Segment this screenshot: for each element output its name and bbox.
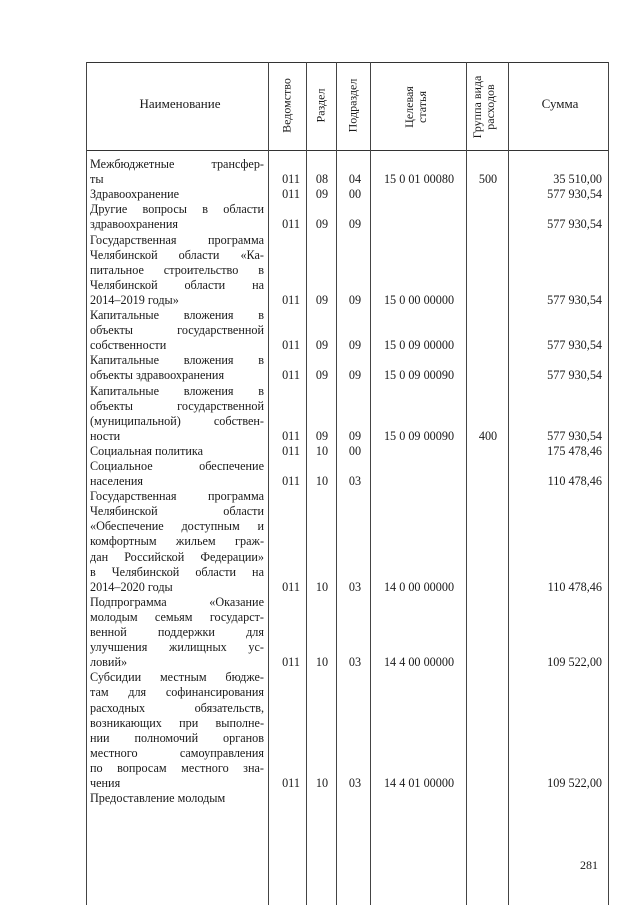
row-name-line: Капитальные вложения в	[90, 383, 264, 398]
row-name	[90, 670, 264, 791]
row-name-line: в Челябинской области на	[90, 564, 264, 579]
row-name	[90, 791, 264, 806]
row-name-line: Предоставление молодым	[90, 791, 226, 806]
row-name-line: по вопросам местного зна-	[90, 760, 264, 775]
row-celevaya: 15 0 09 00090	[383, 368, 455, 383]
row-summa: 577 930,54	[547, 428, 602, 443]
row-name	[90, 489, 264, 595]
row-podrazdel: 03	[348, 579, 362, 594]
row-ved: 011	[282, 217, 300, 232]
row-name	[90, 384, 264, 444]
row-razdel: 10	[315, 776, 329, 791]
row-name-line: объекты государственной	[90, 323, 264, 338]
row-name-line: Челябинской области	[90, 504, 264, 519]
row-podrazdel: 03	[348, 776, 362, 791]
row-name-line: здравоохранения	[90, 217, 179, 232]
gruppa-line-1: Группа вида	[470, 75, 484, 139]
row-name	[90, 595, 264, 670]
row-name-line: населения	[90, 474, 144, 489]
row-summa: 577 930,54	[547, 217, 602, 232]
row-name-line: Социальная политика	[90, 443, 204, 458]
row-summa: 110 478,46	[547, 474, 602, 489]
row-razdel: 09	[315, 187, 329, 202]
table-top-border	[86, 62, 608, 63]
row-ved: 011	[282, 776, 300, 791]
gruppa-line-2: расходов	[483, 84, 497, 130]
row-name-line: молодым семьям государст-	[90, 609, 264, 624]
row-name-line: Социальное обеспечение	[90, 459, 264, 473]
row-ved: 011	[282, 172, 300, 187]
row-razdel: 10	[315, 655, 329, 670]
row-name-line: Межбюджетные трансфер-	[90, 157, 264, 171]
row-name-line: объекты здравоохранения	[90, 368, 225, 383]
row-name-line: комфортным жильем граж-	[90, 534, 264, 549]
page-number: 281	[580, 858, 598, 872]
row-podrazdel: 09	[348, 338, 362, 353]
row-name	[90, 187, 264, 202]
row-ved: 011	[282, 443, 300, 458]
row-summa: 577 930,54	[547, 292, 602, 307]
row-podrazdel: 09	[348, 368, 362, 383]
row-celevaya: 15 0 09 00000	[383, 338, 455, 353]
row-name-line: там для софинансирования	[90, 685, 264, 700]
celevaya-line-1: Целевая	[402, 86, 416, 128]
row-name-line: (муниципальной) собствен-	[90, 413, 264, 428]
row-name	[90, 202, 264, 232]
row-name-line: Здравоохранение	[90, 187, 180, 202]
row-ved: 011	[282, 187, 300, 202]
row-name-line: ловий»	[90, 655, 128, 670]
row-name	[90, 157, 264, 187]
row-podrazdel: 09	[348, 217, 362, 232]
row-ved: 011	[282, 428, 300, 443]
row-podrazdel: 09	[348, 292, 362, 307]
row-podrazdel: 03	[348, 655, 362, 670]
row-podrazdel: 03	[348, 474, 362, 489]
row-name-line: нии полномочий органов	[90, 730, 264, 745]
column-header-name: Наименование	[139, 96, 221, 111]
row-celevaya: 15 0 01 00080	[383, 172, 455, 187]
row-name-line: дан Российской Федерации»	[90, 549, 264, 564]
row-name	[90, 233, 264, 308]
column-header-celevaya	[403, 67, 433, 147]
row-razdel: 09	[315, 292, 329, 307]
row-name-line: чения	[90, 776, 121, 791]
column-header-ved: Ведомство	[279, 78, 294, 133]
row-summa: 175 478,46	[547, 443, 602, 458]
row-name-line: возникающих при выполне-	[90, 715, 264, 730]
row-name	[90, 459, 264, 489]
row-name-line: расходных обязательств,	[90, 700, 264, 715]
row-name-line: Подпрограмма «Оказание	[90, 594, 264, 609]
row-celevaya: 15 0 00 00000	[383, 292, 455, 307]
row-ved: 011	[282, 368, 300, 383]
row-name-line: 2014–2020 годы	[90, 579, 173, 594]
row-name-line: Другие вопросы в области	[90, 202, 264, 217]
row-summa: 577 930,54	[547, 187, 602, 202]
row-podrazdel: 09	[348, 428, 362, 443]
row-razdel: 09	[315, 368, 329, 383]
row-name-line: Государственная программа	[90, 232, 264, 247]
row-summa: 577 930,54	[547, 338, 602, 353]
row-summa: 577 930,54	[547, 368, 602, 383]
row-gruppa: 500	[478, 172, 498, 187]
row-razdel: 10	[315, 474, 329, 489]
column-divider	[466, 62, 467, 905]
row-name-line: венной поддержки для	[90, 625, 264, 640]
row-name-line: Челябинской области на	[90, 277, 264, 292]
row-name-line: улучшения жилищных ус-	[90, 640, 264, 655]
row-name-line: Государственная программа	[90, 489, 264, 504]
row-celevaya: 15 0 09 00090	[383, 428, 455, 443]
row-podrazdel: 00	[348, 443, 362, 458]
row-razdel: 10	[315, 579, 329, 594]
header-separator	[86, 150, 608, 151]
row-podrazdel: 00	[348, 187, 362, 202]
row-razdel: 09	[315, 428, 329, 443]
row-ved: 011	[282, 292, 300, 307]
celevaya-line-2: статья	[415, 91, 429, 123]
column-header-razdel: Раздел	[313, 88, 328, 123]
column-divider	[86, 62, 87, 905]
column-header-summa: Сумма	[541, 96, 579, 111]
row-ved: 011	[282, 338, 300, 353]
table-right-border	[608, 62, 609, 905]
row-name-line: 2014–2019 годы»	[90, 292, 179, 307]
row-name-line: ты	[90, 172, 104, 187]
row-name-line: питальное строительство в	[90, 262, 264, 277]
row-summa: 109 522,00	[547, 776, 602, 791]
row-razdel: 08	[315, 172, 329, 187]
row-name-line: Челябинской области «Ка-	[90, 247, 264, 262]
row-ved: 011	[282, 655, 300, 670]
row-summa: 110 478,46	[547, 579, 602, 594]
row-razdel: 09	[315, 338, 329, 353]
row-name	[90, 308, 264, 353]
row-name-line: ности	[90, 428, 121, 443]
row-celevaya: 14 4 00 00000	[383, 655, 455, 670]
row-name	[90, 444, 264, 459]
row-name-line: Капитальные вложения в	[90, 353, 264, 368]
row-name-line: объекты государственной	[90, 398, 264, 413]
column-divider	[268, 62, 269, 905]
row-name-line: «Обеспечение доступным и	[90, 519, 264, 534]
row-razdel: 09	[315, 217, 329, 232]
row-gruppa: 400	[478, 428, 498, 443]
row-celevaya: 14 4 01 00000	[383, 776, 455, 791]
row-summa: 109 522,00	[547, 655, 602, 670]
row-ved: 011	[282, 579, 300, 594]
row-name-line: Субсидии местным бюдже-	[90, 670, 264, 685]
row-name	[90, 353, 264, 383]
column-header-podrazdel: Подраздел	[345, 78, 360, 133]
row-name-line: собственности	[90, 338, 167, 353]
row-podrazdel: 04	[348, 172, 362, 187]
row-name-line: местного самоуправления	[90, 745, 264, 760]
row-celevaya: 14 0 00 00000	[383, 579, 455, 594]
row-ved: 011	[282, 474, 300, 489]
column-divider	[370, 62, 371, 905]
row-summa: 35 510,00	[553, 172, 602, 187]
row-razdel: 10	[315, 443, 329, 458]
row-name-line: Капитальные вложения в	[90, 308, 264, 322]
column-header-gruppa	[471, 62, 501, 152]
